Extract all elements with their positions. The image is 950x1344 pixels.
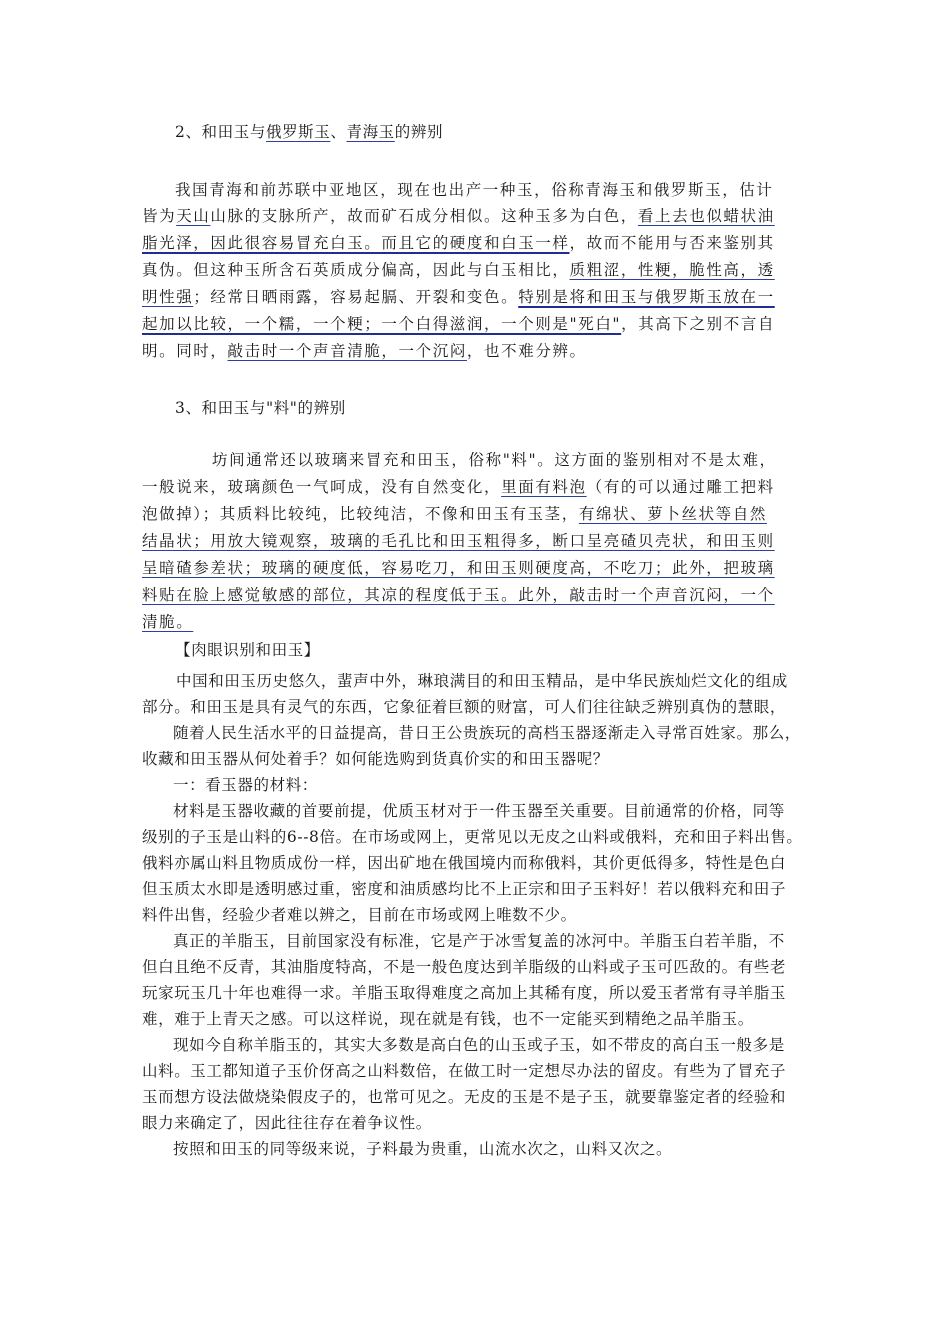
paragraph-line: 眼力来确定了，因此往往存在着争议性。 <box>142 1114 432 1132</box>
paragraph-line <box>142 260 775 280</box>
heading-text: 2、和田玉与 <box>175 123 266 141</box>
paragraph-line <box>142 531 775 551</box>
section-2-heading <box>175 122 443 142</box>
paragraph-line <box>142 287 775 307</box>
text-run: ，其高下之别不言自 <box>621 315 776 333</box>
paragraph-line: 现如今自称羊脂玉的，其实大多数是高白色的山玉或子玉，如不带皮的高白玉一般多是 <box>173 1036 785 1054</box>
text-run: ，故而不能用与否来鉴别其 <box>569 234 775 252</box>
paragraph-line: 真正的羊脂玉，目前国家没有标准，它是产于冰雪复盖的冰河中。羊脂玉白若羊脂，不 <box>173 932 785 950</box>
section-4-heading: 【肉眼识别和田玉】 <box>175 641 320 659</box>
heading-text: 的辨别 <box>394 123 444 141</box>
paragraph-line: 中国和田玉历史悠久，蜚声中外，琳琅满目的和田玉精品，是中华民族灿烂文化的组成 <box>176 672 788 690</box>
paragraph-line: 山料。玉工都知道子玉价伢高之山料数倍，在做工时一定想尽办法的留皮。有些为了冒充子 <box>142 1062 787 1080</box>
paragraph-line: 玉而想方设法做烧染假皮子的，也常可见之。无皮的玉是不是子玉，就要靠鉴定者的经验和 <box>142 1088 787 1106</box>
paragraph-line: 随着人民生活水平的日益提高，昔日王公贵族玩的高档玉器逐渐走入寻常百姓家。那么， <box>173 724 801 742</box>
text-run: 坊间通常还以玻璃来冒充和田玉，俗称"料"。这方面的鉴别相对不是太难， <box>212 451 777 469</box>
underlined-text: 明性强 <box>142 288 194 306</box>
text-run: 山脉的支脉所产，故而矿石成分相似。这种玉多为白色， <box>210 207 638 225</box>
paragraph-line <box>175 180 774 200</box>
text-run: 明。同时， <box>142 342 228 360</box>
paragraph-line: 按照和田玉的同等级来说，子料最为贵重，山流水次之，山料又次之。 <box>173 1140 673 1158</box>
text-run: （有的可以通过雕工把料 <box>586 478 775 496</box>
text-run: 皆为 <box>142 207 177 225</box>
text-run: 我国青海和前苏联中亚地区，现在也出产一种玉，俗称青海玉和俄罗斯玉，估计 <box>175 181 774 199</box>
text-run: ，也不难分辨。 <box>466 342 587 360</box>
paragraph-line: 俄料亦属山料且物质成份一样，因出矿地在俄国境内而称俄料，其价更低得多，特性是色白 <box>142 854 787 872</box>
paragraph-line <box>142 341 587 361</box>
paragraph-line: 难，难于上青天之感。可以这样说，现在就是有钱，也不一定能买到精绝之品羊脂玉。 <box>142 1010 754 1028</box>
paragraph-line: 玩家玩玉几十年也难得一求。羊脂玉取得难度之高加上其稀有度，所以爱玉者常有寻羊脂玉 <box>142 984 787 1002</box>
paragraph-line: 收藏和田玉器从何处着手？如何能选购到货真价实的和田玉器呢？ <box>142 750 609 768</box>
paragraph-line <box>142 233 775 253</box>
link-qinghai-jade[interactable]: 青海玉 <box>346 123 395 141</box>
text-run: ；经常日晒雨露，容易起膈、开裂和变色。 <box>193 288 519 306</box>
paragraph-line <box>142 612 193 632</box>
paragraph-line <box>142 585 775 605</box>
section-3-heading: 3、和田玉与"料"的辨别 <box>175 399 346 417</box>
subheading: 一：看玉器的材料： <box>173 776 318 794</box>
underlined-text: 质粗涩，性粳，脆性高，透 <box>569 261 775 279</box>
underlined-text: 清脆。 <box>142 613 194 631</box>
underlined-text: 结晶状；用放大镜观察，玻璃的毛孔比和田玉粗得多，断口呈亮碴贝壳状，和田玉则 <box>142 532 775 550</box>
underlined-text: 里面有料泡 <box>501 478 587 496</box>
paragraph-line <box>142 504 767 524</box>
link-russian-jade[interactable]: 俄罗斯玉 <box>265 123 331 141</box>
text-run: 真伪。但这种玉所含石英质成分偏高，因此与白玉相比， <box>142 261 570 279</box>
paragraph-line: 但玉质太水即是透明感过重，密度和油质感均比不上正宗和田子玉料好！若以俄料充和田子 <box>142 880 787 898</box>
paragraph-line: 但白且绝不反青，其油脂度特高，不是一般色度达到羊脂级的山料或子玉可匹敌的。有些老 <box>142 958 787 976</box>
underlined-text: 料贴在脸上感觉敏感的部位，其凉的程度低于玉。此外，敲击时一个声音沉闷，一个 <box>142 586 775 604</box>
paragraph-line <box>142 558 775 578</box>
paragraph-line <box>142 206 775 226</box>
underlined-text: 有绵状、萝卜丝状等自然 <box>578 505 767 523</box>
underlined-text: 看上去也似蜡状油 <box>637 207 775 225</box>
text-run: 一般说来，玻璃颜色一气呵成，没有自然变化， <box>142 478 502 496</box>
underlined-text: 起加以比较，一个糯，一个粳；一个白得滋润，一个则是"死白" <box>142 315 622 333</box>
underlined-text: 脂光泽，因此很容易冒充白玉。而且它的硬度和白玉一样 <box>142 234 570 252</box>
paragraph-line <box>212 450 777 470</box>
paragraph-line: 料件出售，经验少者难以辨之，目前在市场或网上唯数不少。 <box>142 906 577 924</box>
underlined-text: 敲击时一个声音清脆，一个沉闷 <box>227 342 467 360</box>
paragraph-line: 部分。和田玉是具有灵气的东西，它象征着巨额的财富，可人们往往缺乏辨别真伪的慧眼， <box>142 698 787 716</box>
paragraph-line <box>142 314 775 334</box>
link-tianshan[interactable]: 天山 <box>176 207 211 225</box>
heading-separator: 、 <box>330 123 347 141</box>
paragraph-line: 级别的子玉是山料的6--8倍。在市场或网上，更常见以无皮之山料或俄料，充和田子料出售。 <box>142 828 803 846</box>
paragraph-line: 材料是玉器收藏的首要前提，优质玉材对于一件玉器至关重要。目前通常的价格，同等 <box>173 802 785 820</box>
paragraph-line <box>142 477 775 497</box>
underlined-text: 呈暗碴参差状；玻璃的硬度低，容易吃刀，和田玉则硬度高，不吃刀；此外，把玻璃 <box>142 559 775 577</box>
text-run: 泡做掉）；其质料比较纯，比较纯洁，不像和田玉有玉茎， <box>142 505 579 523</box>
underlined-text: 特别是将和田玉与俄罗斯玉放在一 <box>518 288 775 306</box>
